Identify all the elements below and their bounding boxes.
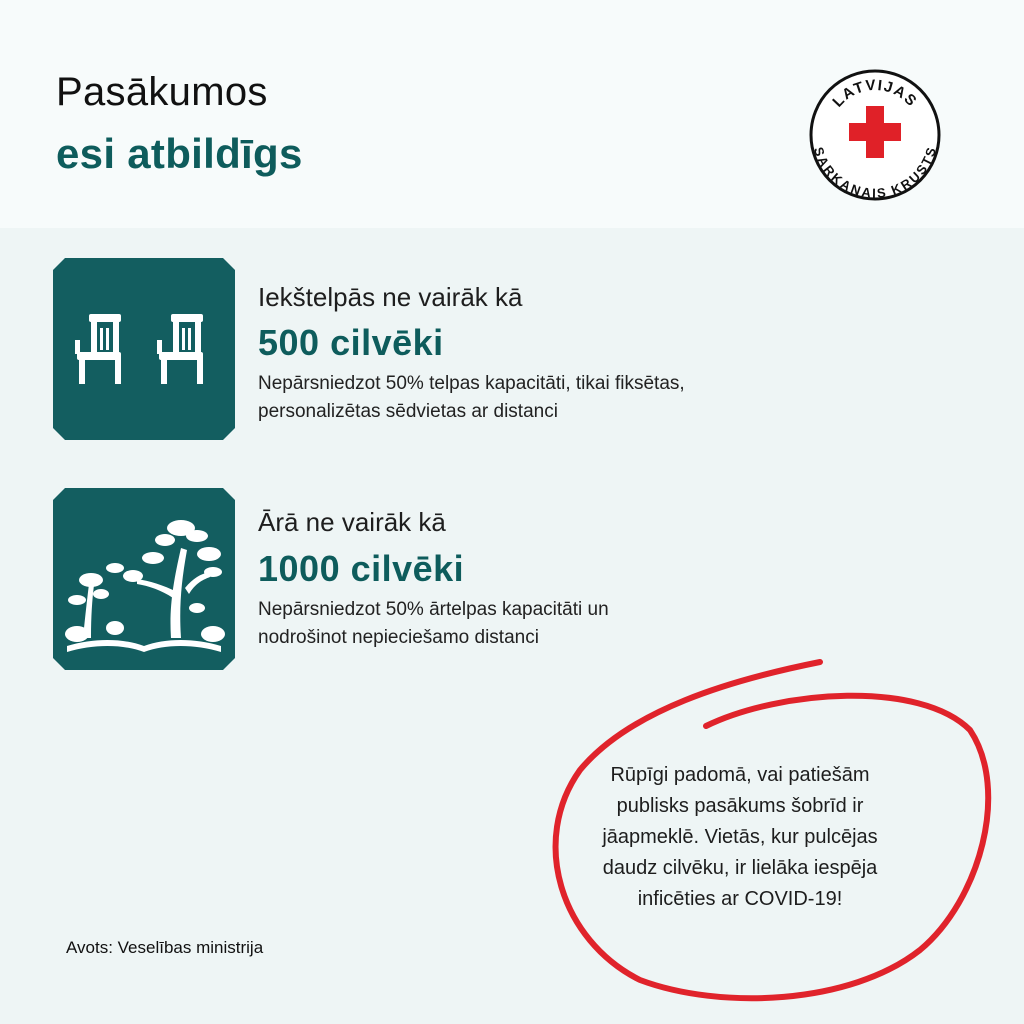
outdoor-description-line1: Nepārsniedzot 50% ārtelpas kapacitāti un — [258, 599, 609, 620]
indoor-lead: Iekštelpās ne vairāk kā — [258, 282, 523, 312]
note-line1: Rūpīgi padomā, vai patiešām — [610, 764, 870, 786]
page-subtitle: esi atbildīgs — [56, 130, 303, 177]
logo-text-bottom: SARKANAIS KRUSTS — [810, 145, 940, 201]
red-cross-logo — [808, 68, 942, 202]
indoor-count: 500 cilvēki — [258, 322, 444, 363]
page-title: Pasākumos — [56, 70, 268, 114]
outdoor-description-line2: nodrošinot nepieciešamo distanci — [258, 627, 539, 648]
indoor-description-line1: Nepārsniedzot 50% telpas kapacitāti, tikai fiksētas, — [258, 373, 685, 394]
outdoor-icon-box — [53, 488, 235, 670]
chairs-icon — [53, 258, 235, 440]
logo-text-top: LATVIJAS — [829, 76, 921, 111]
outdoor-lead: Ārā ne vairāk kā — [258, 507, 446, 537]
note-line3: jāapmeklē. Vietās, kur pulcējas — [602, 826, 878, 848]
outdoor-count: 1000 cilvēki — [258, 548, 465, 589]
note-line2: publisks pasākums šobrīd ir — [616, 795, 864, 817]
trees-book-icon — [53, 488, 235, 670]
note-line4: daudz cilvēku, ir lielāka iespēja — [602, 857, 878, 879]
warning-note — [570, 760, 910, 915]
indoor-icon-box — [53, 258, 235, 440]
indoor-description — [258, 370, 858, 426]
note-line5: inficēties ar COVID-19! — [637, 888, 843, 910]
source-text: Avots: Veselības ministrija — [66, 938, 264, 957]
indoor-description-line2: personalizētas sēdvietas ar distanci — [258, 401, 558, 422]
